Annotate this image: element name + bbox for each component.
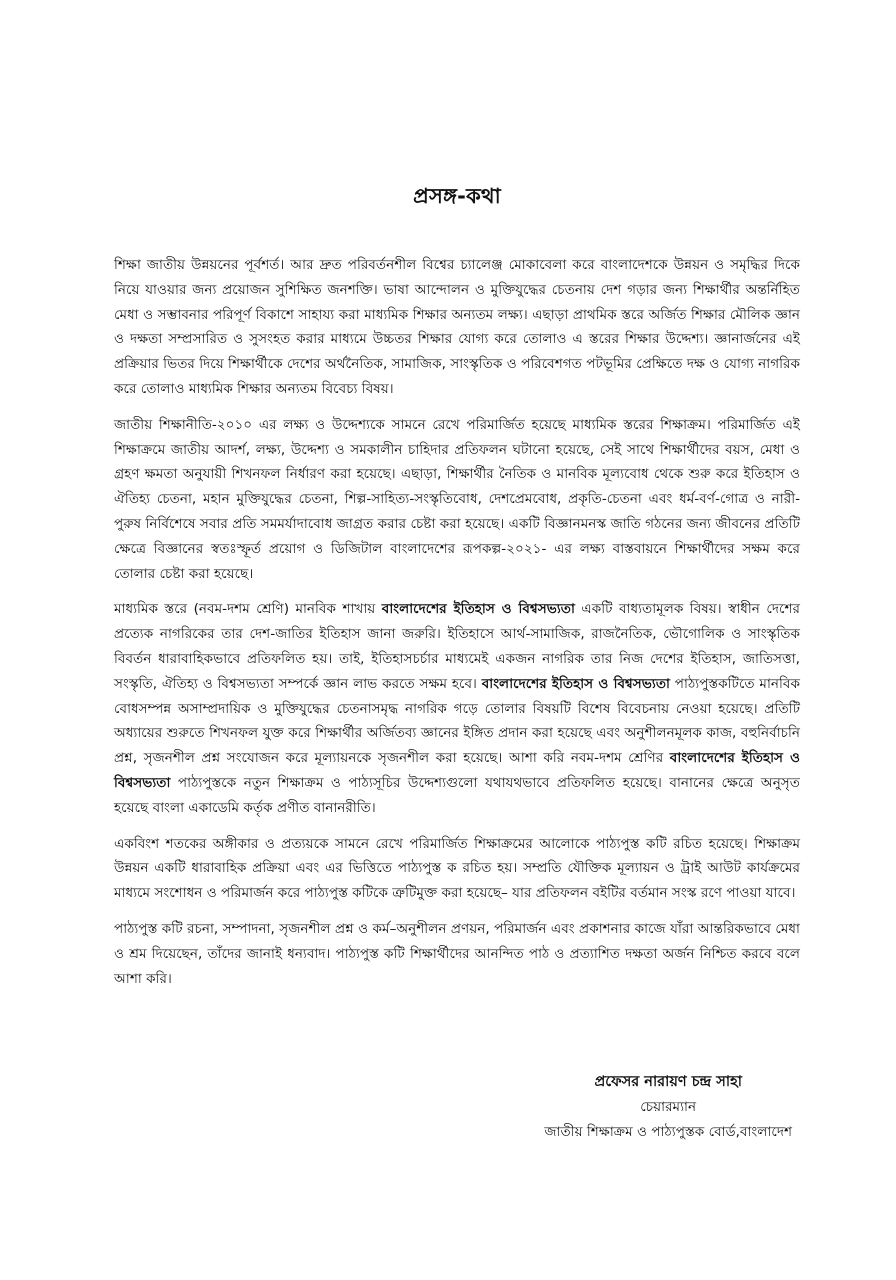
paragraph-1: শিক্ষা জাতীয় উন্নয়নের পূর্বশর্ত। আর দ্রুত পরিবর্তনশীল বিশ্বের চ্যালেঞ্জ মোকাবেলা করে বাংলাদেশকে উন্নয়ন ও সমৃদ্ধির দিকে নিয়ে যাওয়ার জন্য প্রয়োজন সুশিক্ষিত জনশক্তি। ভাষা আন্দোলন ও মুক্তিযুদ্ধের চেতনায় দেশ গড়ার জন্য শিক্ষার্থীর অন্তর্নিহিত মেধা ও সম্ভাবনার পরিপূর্ণ বিকাশে সাহায্য করা মাধ্যমিক শিক্ষার অন্যতম লক্ষ্য। এছাড়া প্রাথমিক স্তরে অর্জিত শিক্ষার মৌলিক জ্ঞান ও দক্ষতা সম্প্রসারিত ও সুসংহত করার মাধ্যমে উচ্চতর শিক্ষার যোগ্য করে তোলাও এ স্তরের শিক্ষার উদ্দেশ্য। জ্ঞানার্জনের এই প্রক্রিয়ার ভিতর দিয়ে শিক্ষার্থীকে দেশের অর্থনৈতিক, সামাজিক, সাংস্কৃতিক ও পরিবেশগত পটভূমির প্রেক্ষিতে দক্ষ ও যোগ্য নাগরিক করে তোলাও মাধ্যমিক শিক্ষার অন্যতম বিবেচ্য বিষয়। — [114, 257, 800, 397]
book-title-emphasis: বাংলাদেশের ইতিহাস ও বিশ্বসভ্যতা — [114, 750, 800, 791]
signatory-name: প্রফেসর নারায়ণ চন্দ্র সাহা — [594, 1074, 742, 1090]
paragraph-5: পাঠ্যপুস্ত কটি রচনা, সম্পাদনা, সৃজনশীল প্রশ্ন ও কর্ম–অনুশীলন প্রণয়ন, পরিমার্জন এবং প্রকাশনার কাজে যাঁরা আন্তরিকভাবে মেধা ও শ্রম দিয়েছেন, তাঁদের জানাই ধন্যবাদ। পাঠ্যপুস্ত কটি শিক্ষার্থীদের আনন্দিত পাঠ ও প্রত্যাশিত দক্ষতা অর্জন নিশ্চিত করবে বলে আশা করি। — [114, 920, 800, 987]
paragraph-3-text-e: পাঠ্যপুস্তকে নতুন শিক্ষাক্রম ও পাঠ্যসূচির উদ্দেশ্যগুলো যথাযথভাবে প্রতিফলিত হয়েছে। বানানের ক্ষেত্রে অনুসৃত হয়েছে বাংলা একাডেমি কর্তৃক প্রণীত বানানরীতি। — [114, 774, 800, 816]
paragraph-4: একবিংশ শতকের অঙ্গীকার ও প্রত্যয়কে সামনে রেখে পরিমার্জিত শিক্ষাক্রমের আলোকে পাঠ্যপুস্ত কটি রচিত হয়েছে। শিক্ষাক্রম উন্নয়ন একটি ধারাবাহিক প্রক্রিয়া এবং এর ভিত্তিতে পাঠ্যপুস্ত ক রচিত হয়। সম্প্রতি যৌক্তিক মূল্যায়ন ও ট্রাই আউট কার্যক্রমের মাধ্যমে সংশোধন ও পরিমার্জন করে পাঠ্যপুস্ত কটিকে ত্রুটিমুক্ত করা হয়েছে– যার প্রতিফলন বইটির বর্তমান সংস্ক রণে পাওয়া যাবে। — [114, 835, 800, 902]
paragraph-3-text-a: মাধ্যমিক স্তরে (নবম-দশম শ্রেণি) মানবিক শাখায় — [114, 601, 382, 618]
signature-block — [544, 1070, 792, 1145]
book-title-emphasis: বাংলাদেশের ইতিহাস ও বিশ্বসভ্যতা — [481, 675, 670, 692]
paragraph-3 — [114, 597, 800, 820]
page-title: প্রসঙ্গ-কথা — [413, 184, 501, 208]
paragraph-2: জাতীয় শিক্ষানীতি-২০১০ এর লক্ষ্য ও উদ্দেশ্যকে সামনে রেখে পরিমার্জিত হয়েছে মাধ্যমিক স্তরের শিক্ষাক্রম। পরিমার্জিত এই শিক্ষাক্রমে জাতীয় আদর্শ, লক্ষ্য, উদ্দেশ্য ও সমকালীন চাহিদার প্রতিফলন ঘটানো হয়েছে, সেই সাথে শিক্ষার্থীদের বয়স, মেধা ও গ্রহণ ক্ষমতা অনুযায়ী শিখনফল নির্ধারণ করা হয়েছে। এছাড়া, শিক্ষার্থীর নৈতিক ও মানবিক মূল্যবোধ থেকে শুরু করে ইতিহাস ও ঐতিহ্য চেতনা, মহান মুক্তিযুদ্ধের চেতনা, শিল্প-সাহিত্য-সংস্কৃতিবোধ, দেশপ্রেমবোধ, প্রকৃতি-চেতনা এবং ধর্ম-বর্ণ-গোত্র ও নারী-পুরুষ নির্বিশেষে সবার প্রতি সমমর্যাদাবোধ জাগ্রত করার চেষ্টা করা হয়েছে। একটি বিজ্ঞানমনস্ক জাতি গঠনের জন্য জীবনের প্রতিটি ক্ষেত্রে বিজ্ঞানের স্বতঃস্ফূর্ত প্রয়োগ ও ডিজিটাল বাংলাদেশের রূপকল্প-২০২১- এর লক্ষ্য বাস্তবায়নে শিক্ষার্থীদের সক্ষম করে তোলার চেষ্টা করা হয়েছে। — [114, 416, 800, 582]
paragraph-3-text-c: একটি বাধ্যতামূলক বিষয়। স্বাধীন দেশের প্রত্যেক নাগরিকের তার দেশ-জাতির ইতিহাস জানা জরুরি। ইতিহাসে আর্থ-সামাজিক, রাজনৈতিক, ভৌগোলিক ও সাংস্কৃতিক বিবর্তন ধারাবাহিকভাবে প্রতিফলিত হয়। তাই, ইতিহাসচর্চার মাধ্যমেই একজন নাগরিক তার নিজ দেশের ইতিহাস, জাতিসত্তা, সংস্কৃতি, ঐতিহ্য ও বিশ্বসভ্যতা সম্পর্কে জ্ঞান লাভ করতে সক্ষম হবে। — [114, 601, 800, 692]
paragraph-3-text-d: পাঠ্যপুস্তকটিতে মানবিক বোধসম্পন্ন অসাম্প্রদায়িক ও মুক্তিযুদ্ধের চেতনাসমৃদ্ধ নাগরিক গড়ে তোলার বিষয়টি বিশেষ বিবেচনায় নেওয়া হয়েছে। প্রতিটি অধ্যায়ের শুরুতে শিখনফল যুক্ত করে শিক্ষার্থীর অর্জিতব্য জ্ঞানের ইঙ্গিত প্রদান করা হয়েছে এবং অনুশীলনমূলক কাজ, বহুনির্বাচনি প্রশ্ন, সৃজনশীল প্রশ্ন সংযোজন করে মূল্যায়নকে সৃজনশীল করা হয়েছে। আশা করি নবম-দশম শ্রেণির — [114, 675, 800, 767]
signatory-designation: চেয়ারম্যান — [640, 1099, 697, 1115]
signatory-organization: জাতীয় শিক্ষাক্রম ও পাঠ্যপুস্তক বোর্ড,বাংলাদেশ — [544, 1124, 792, 1140]
book-title-emphasis: বাংলাদেশের ইতিহাস ও বিশ্বসভ্যতা — [381, 601, 575, 618]
